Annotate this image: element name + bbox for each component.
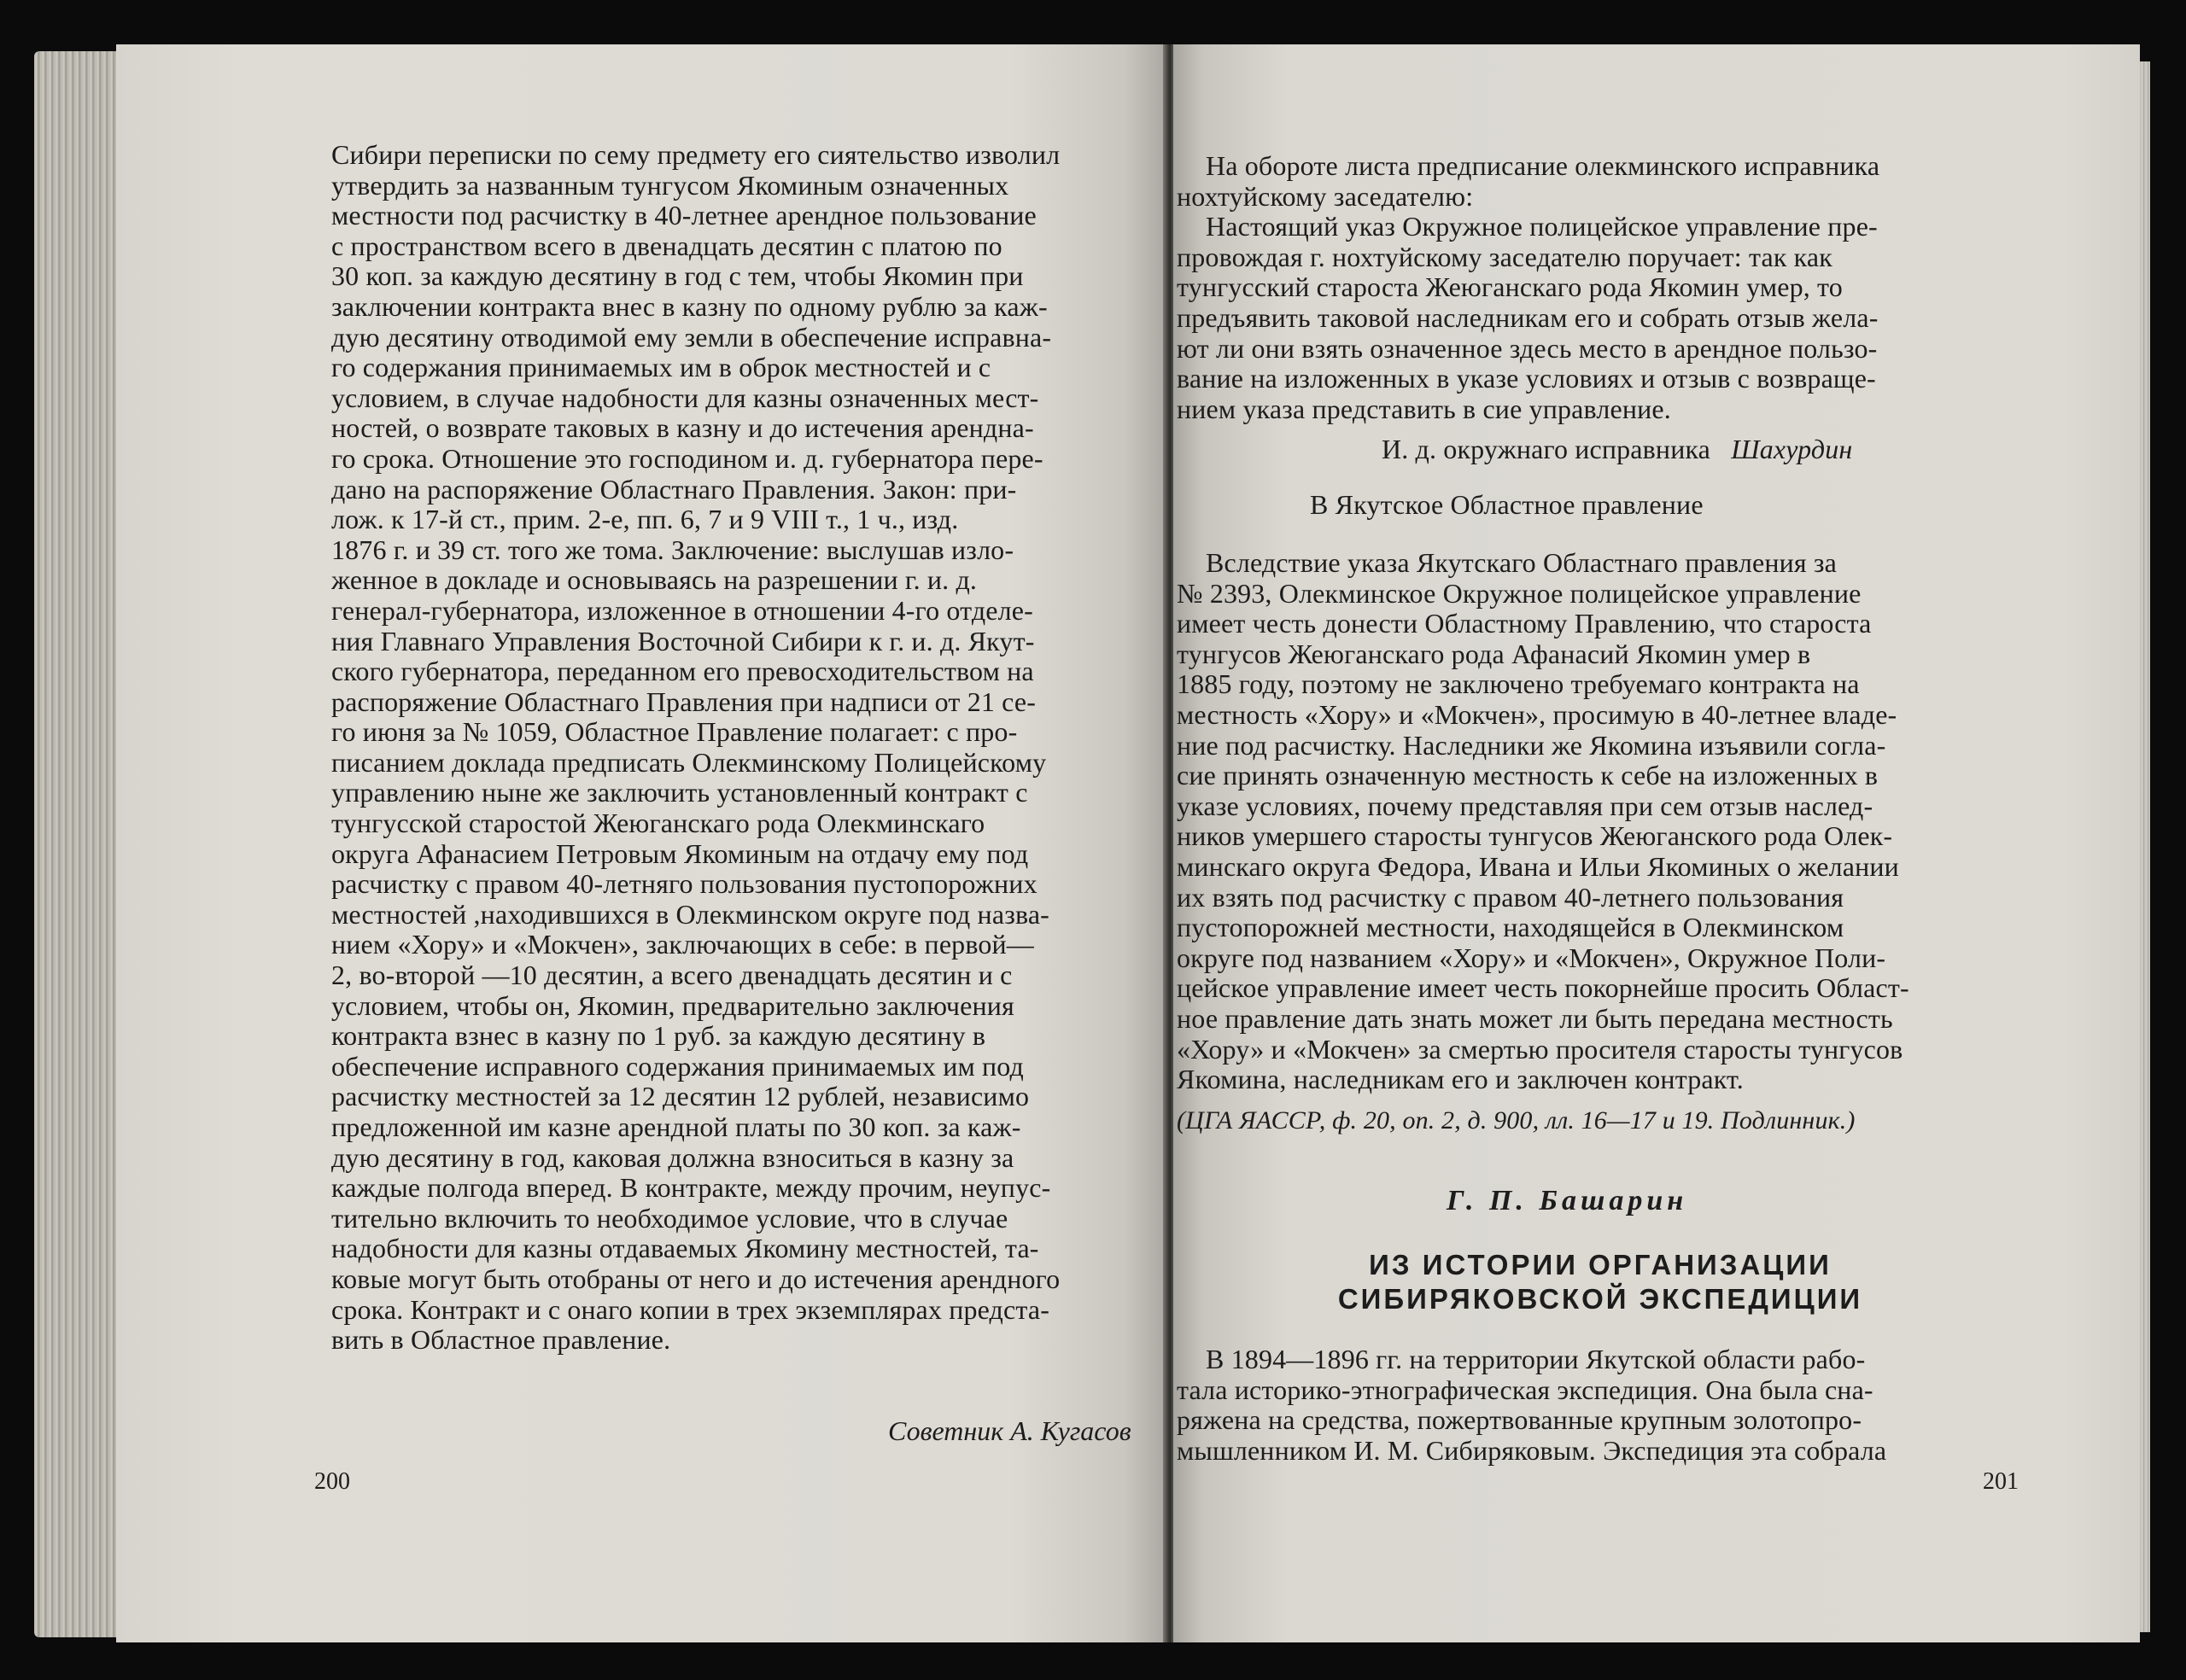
text-line: го срока. Отношение это господином и. д. губернатора пере- (331, 442, 1043, 474)
right-signature-line (1382, 435, 2186, 465)
text-line: тунгусской старостой Жеюганскаго рода Олекминскаго (331, 808, 985, 839)
text-line: срока. Контракт и с онаго копии в трех экземплярах предста- (331, 1293, 1050, 1325)
text-line: Якомина, наследникам его и заключен контракт. (1177, 1064, 1744, 1095)
text-line: «Хору» и «Мокчен» за смертью просителя старосты тунгусов (1177, 1033, 1903, 1065)
text-line: указе условиях, почему представляя при сем отзыв наслед- (1177, 790, 1873, 821)
text-line: 2, во-второй —10 десятин, а всего двенадцать десятин и с (331, 960, 1013, 991)
text-line: нием указа представить в сие управление. (1177, 393, 1671, 424)
text-line: генерал-губернатора, изложенное в отношении 4-го отделе- (331, 594, 1033, 626)
text-line: На обороте листа предписание олекминского исправника (1206, 150, 1880, 181)
text-line: условием, чтобы он, Якомин, предварительно заключения (331, 989, 1014, 1021)
text-line: распоряжение Областнаго Правления при надписи от 21 се- (331, 685, 1037, 717)
right-page (1173, 44, 2140, 1642)
page-number-left: 200 (314, 1468, 350, 1495)
article-body (1177, 1345, 2022, 1466)
text-line: нохтуйскому заседателю: (1177, 180, 1474, 212)
text-line: управлению ныне же заключить установленный контракт с (331, 777, 1028, 808)
page-edges-right (2140, 61, 2150, 1632)
source-citation: (ЦГА ЯАССР, ф. 20, оп. 2, д. 900, лл. 16—17 и 19. Подлинник.) (1177, 1106, 1856, 1135)
text-line: 30 коп. за каждую десятину в год с тем, чтобы Якомин при (331, 260, 1024, 292)
text-line: тунгусов Жеюганскаго рода Афанасий Якомин умер в (1177, 638, 1811, 669)
article-title-line-1: ИЗ ИСТОРИИ ОРГАНИЗАЦИИ (1369, 1249, 1832, 1280)
text-line: сие принять означенную местность к себе на изложенных в (1177, 760, 1879, 791)
text-line: местностей ,находившихся в Олекминском округе под назва- (331, 898, 1049, 930)
text-line: цейское управление имеет честь покорнейше просить Област- (1177, 972, 1909, 1004)
text-line: ностей, о возврате таковых в казну и до истечения арендна- (331, 412, 1034, 444)
text-line: утвердить за названным тунгусом Якоминым означенных (331, 169, 1009, 201)
text-line: пустопорожней местности, находящейся в Олекминском (1177, 912, 1844, 943)
text-line: женное в докладе и основываясь на разрешении г. и. д. (331, 564, 978, 596)
text-line: 1885 году, поэтому не заключено требуемаго контракта на (1177, 668, 1860, 700)
text-line: дую десятину отводимой ему земли в обеспечение исправна- (331, 321, 1052, 353)
text-line: 1876 г. и 39 ст. того же тома. Заключение: выслушав изло- (331, 534, 1014, 565)
text-line: условием, в случае надобности для казны означенных мест- (331, 382, 1039, 413)
left-signature: Советник А. Кугасов (888, 1415, 1131, 1446)
text-line: имеет честь донести Областному Правлению, что староста (1177, 608, 1872, 639)
text-line: ное правление дать знать может ли быть передана местность (1177, 1002, 1893, 1034)
text-line: расчистку местностей за 12 десятин 12 рублей, независимо (331, 1081, 1030, 1112)
article-title-line-2: СИБИРЯКОВСКОЙ ЭКСПЕДИЦИИ (1337, 1283, 1863, 1315)
text-line: тала историко-этнографическая экспедиция. Она была сна- (1177, 1374, 1873, 1405)
page-edges-left (34, 51, 120, 1637)
open-book (34, 44, 2150, 1642)
text-line: надобности для казны отдаваемых Якомину местностей, та- (331, 1233, 1039, 1264)
text-line: контракта взнес в казну по 1 руб. за каждую десятину в (331, 1020, 986, 1052)
address-line: В Якутское Областное правление (1310, 489, 1704, 520)
text-line: ников умершего старосты тунгусов Жеюганского рода Олек- (1177, 820, 1893, 852)
text-line: Настоящий указ Окружное полицейское управление пре- (1206, 211, 1878, 242)
text-line: дано на распоряжение Областнаго Правления. Закон: при- (331, 473, 1017, 505)
text-line: предложенной им казне арендной платы по 30 коп. за каж- (331, 1111, 1021, 1142)
signature-title: И. д. окружнаго исправника (1382, 434, 1711, 464)
text-line: мышленником И. М. Сибиряковым. Экспедиция эта собрала (1177, 1434, 1887, 1466)
text-line: го содержания принимаемых им в оброк местностей и с (331, 352, 991, 383)
text-line: вить в Областное правление. (331, 1324, 671, 1356)
text-line: дую десятину в год, каковая должна взноситься в казну за (331, 1141, 1014, 1173)
text-line: ние под расчистку. Наследники же Якомина изъявили согла- (1177, 729, 1886, 761)
page-number-right: 201 (1983, 1468, 2019, 1495)
right-intro-body (1177, 151, 2022, 424)
text-line: лож. к 17-й ст., прим. 2-е, пп. 6, 7 и 9 VIII т., 1 ч., изд. (331, 504, 959, 535)
text-line: нием «Хору» и «Мокчен», заключающих в себе: в первой— (331, 929, 1034, 960)
text-line: Вследствие указа Якутскаго Областнаго правления за (1206, 547, 1838, 578)
text-line: Сибири переписки по сему предмету его сиятельство изволил (331, 140, 1061, 170)
text-line: ковые могут быть отобраны от него и до истечения арендного (331, 1263, 1061, 1294)
text-line: каждые полгода вперед. В контракте, между прочим, неупус- (331, 1172, 1051, 1204)
text-line: В 1894—1896 гг. на территории Якутской области рабо- (1206, 1344, 1866, 1374)
text-line: вание на изложенных в указе условиях и отзыв с возвраще- (1177, 363, 1876, 394)
text-line: местности под расчистку в 40-летнее арендное пользование (331, 200, 1037, 231)
signature-name: Шахурдин (1731, 434, 1853, 464)
text-line: округе под названием «Хору» и «Мокчен», Окружное Поли- (1177, 942, 1886, 973)
text-line: писанием доклада предписать Олекминскому Полицейскому (331, 746, 1047, 778)
article-author: Г. П. Башарин (1447, 1185, 1688, 1216)
text-line: провождая г. нохтуйскому заседателю поручает: так как (1177, 241, 1832, 272)
text-line: минскаго округа Федора, Ивана и Ильи Якоминых о желании (1177, 850, 1899, 882)
text-line: предъявить таковой наследникам его и собрать отзыв жела- (1177, 301, 1879, 333)
text-line: ского губернатора, переданном его превосходительством на (331, 656, 1034, 687)
text-line: ряжена на средства, пожертвованные крупным золотопро- (1177, 1404, 1862, 1436)
text-line: ют ли они взять означенное здесь место в арендное пользо- (1177, 332, 1878, 364)
left-page-body (331, 140, 1248, 1356)
text-line: местность «Хору» и «Мокчен», просимую в 40-летнее владе- (1177, 698, 1897, 730)
right-report-body (1177, 548, 2022, 1095)
text-line: тунгусский староста Жеюганскаго рода Якомин умер, то (1177, 271, 1843, 303)
text-line: расчистку с правом 40-летняго пользования пустопорожних (331, 868, 1037, 900)
text-line: ния Главнаго Управления Восточной Сибири к г. и. д. Якут- (331, 625, 1035, 656)
text-line: № 2393, Олекминское Окружное полицейское управление (1177, 577, 1862, 609)
text-line: тительно включить то необходимое условие, что в случае (331, 1202, 1008, 1234)
text-line: округа Афанасием Петровым Якоминым на отдачу ему под (331, 837, 1029, 869)
text-line: го июня за № 1059, Областное Правление полагает: с про- (331, 716, 1018, 748)
left-page (116, 44, 1166, 1642)
text-line: их взять под расчистку с правом 40-летнего пользования (1177, 881, 1844, 913)
text-line: обеспечение исправного содержания принимаемых им под (331, 1050, 1024, 1082)
article-title (1173, 1248, 2027, 1316)
text-line: с пространством всего в двенадцать десятин с платою по (331, 230, 1002, 261)
text-line: заключении контракта внес в казну по одному рублю за каж- (331, 290, 1048, 322)
